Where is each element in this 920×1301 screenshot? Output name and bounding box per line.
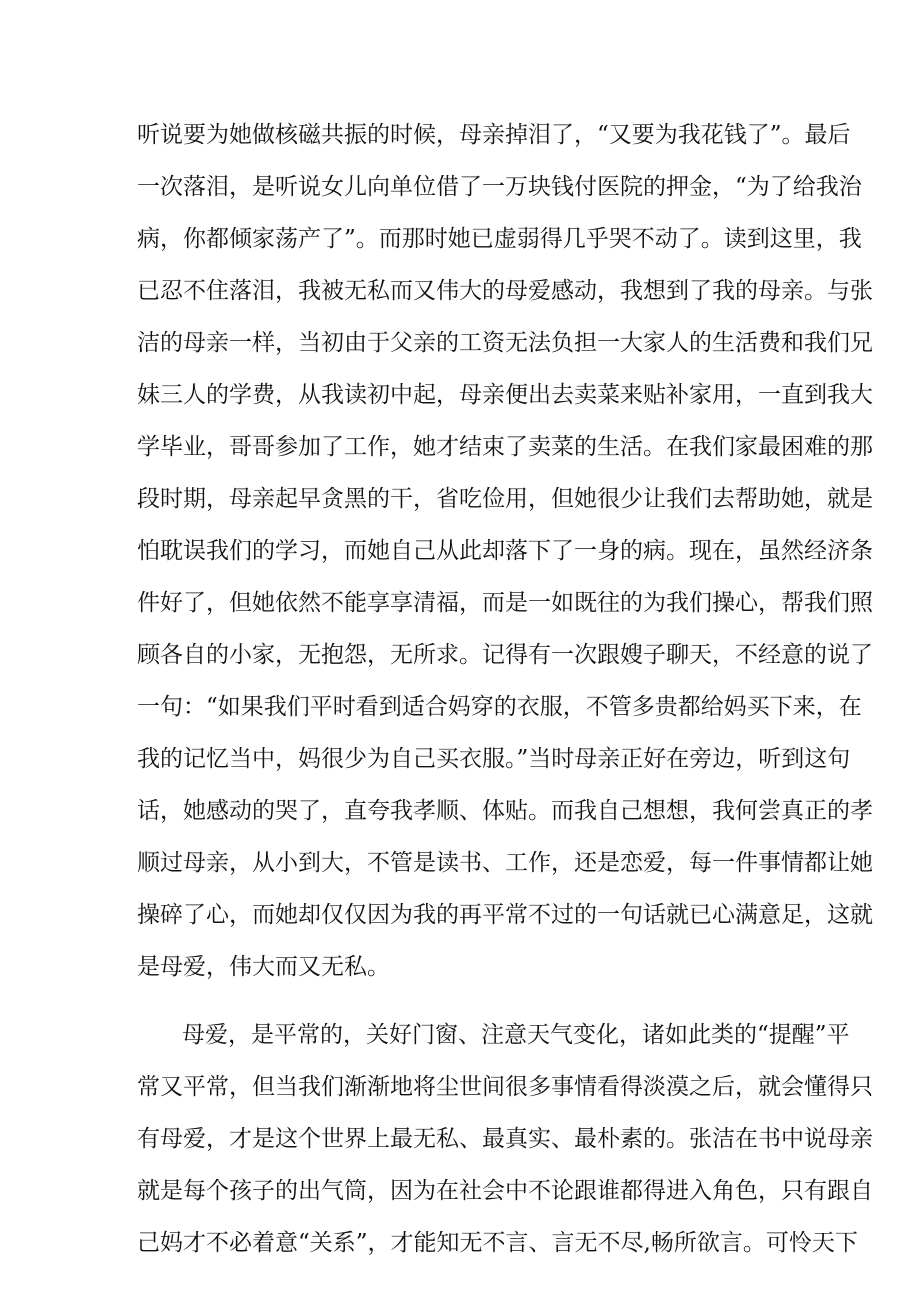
- paragraph-line: 我的记忆当中，妈很少为自己买衣服。”当时母亲正好在旁边，听到这句: [137, 746, 851, 772]
- paragraph-line: 操碎了心，而她却仅仅因为我的再平常不过的一句话就已心满意足，这就: [137, 902, 873, 928]
- paragraph-line: 一次落泪，是听说女儿向单位借了一万块钱付医院的押金，“为了给我治: [137, 174, 862, 200]
- paragraph-line: 件好了，但她依然不能享享清福，而是一如既往的为我们操心，帮我们照: [137, 590, 873, 616]
- paragraph-line: 病，你都倾家荡产了”。而那时她已虚弱得几乎哭不动了。读到这里，我: [137, 226, 862, 252]
- paragraph-line: 妹三人的学费，从我读初中起，母亲便出去卖菜来贴补家用，一直到我大: [137, 382, 873, 408]
- paragraph-line: 母爱，是平常的，关好门窗、注意天气变化，诸如此类的“提醒”平: [182, 1022, 850, 1048]
- paragraph-line: 学毕业，哥哥参加了工作，她才结束了卖菜的生活。在我们家最困难的那: [137, 434, 873, 460]
- paragraph-line: 听说要为她做核磁共振的时候，母亲掉泪了，“又要为我花钱了”。最后: [137, 122, 851, 148]
- paragraph-line: 洁的母亲一样，当初由于父亲的工资无法负担一大家人的生活费和我们兄: [137, 330, 873, 356]
- paragraph-line: 怕耽误我们的学习，而她自己从此却落下了一身的病。现在，虽然经济条: [137, 538, 873, 564]
- paragraph-line: 已忍不住落泪，我被无私而又伟大的母爱感动，我想到了我的母亲。与张: [137, 278, 873, 304]
- paragraph-line: 顾各自的小家，无抱怨，无所求。记得有一次跟嫂子聊天，不经意的说了: [137, 642, 873, 668]
- paragraph-line: 话，她感动的哭了，直夸我孝顺、体贴。而我自己想想，我何尝真正的孝: [137, 798, 873, 824]
- paragraph-line: 一句：“如果我们平时看到适合妈穿的衣服，不管多贵都给妈买下来，在: [137, 694, 862, 720]
- paragraph-line: 就是每个孩子的出气筒，因为在社会中不论跟谁都得进入角色，只有跟自: [137, 1178, 873, 1204]
- paragraph-line: 是母爱，伟大而又无私。: [137, 954, 390, 980]
- paragraph-line: 常又平常，但当我们渐渐地将尘世间很多事情看得淡漠之后，就会懂得只: [137, 1074, 873, 1100]
- paragraph-line: 段时期，母亲起早贪黑的干，省吃俭用，但她很少让我们去帮助她，就是: [137, 486, 873, 512]
- paragraph-line: 有母爱，才是这个世界上最无私、最真实、最朴素的。张洁在书中说母亲: [137, 1126, 873, 1152]
- paragraph-line: 顺过母亲，从小到大，不管是读书、工作，还是恋爱，每一件事情都让她: [137, 850, 873, 876]
- paragraph-line: 己妈才不必着意“关系”，才能知无不言、言无不尽,畅所欲言。可怜天下: [137, 1230, 858, 1256]
